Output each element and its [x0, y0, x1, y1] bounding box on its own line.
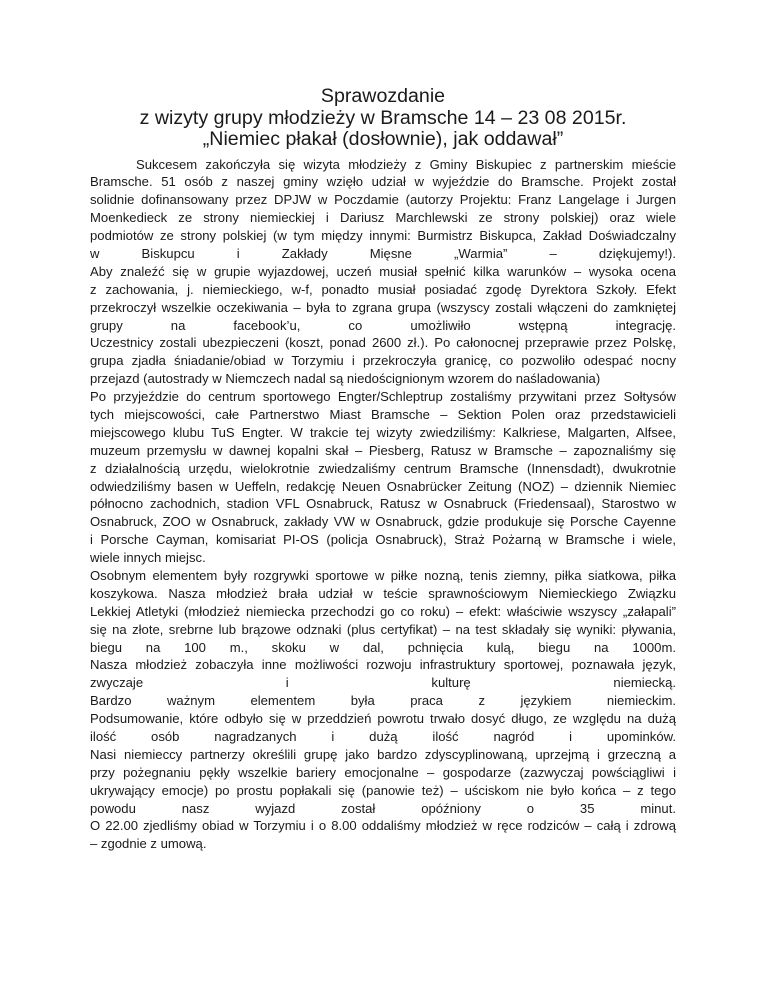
text-line: przekroczył wszelkie oczekiwania – była to zgrana grupa (wszyscy zostali włączeni do zamkniętej: [90, 299, 676, 315]
text-line: Lekkiej Atletyki (młodzież niemiecka przechodzi go co roku) – efekt: właściwie wszyscy „załapali”: [90, 603, 676, 619]
text-line: miejscowego klubu TuS Engter. W trakcie tej wizyty zwiedziliśmy: Kalkriese, Malgarten, Alfsee,: [90, 424, 676, 440]
text-line: z działalnością urzędu, wielokrotnie zwiedzaliśmy centrum Bramsche (Innensdadt), dwukrotnie: [90, 460, 676, 476]
text-line: – zgodnie z umową.: [90, 836, 207, 852]
text-line: grupa zjadła śniadanie/obiad w Torzymiu i przekroczyła granicę, co pozwoliło odespać nocny: [90, 353, 676, 369]
text-line: Moenkedieck ze strony niemieckiej i Dariusz Marchlewski ze strony polskiej) oraz wiele: [90, 210, 676, 226]
text-line: ilość osób nagradzanych i dużą ilość nagród i upominków.: [90, 729, 676, 744]
text-line: Po przyjeździe do centrum sportowego Engter/Schleptrup zostaliśmy przywitani przez Sołtysów: [90, 389, 676, 405]
text-line: wiele innych miejsc.: [90, 550, 206, 566]
text-line: Osobnym elementem były rozgrywki sportowe w piłke nozną, tenis ziemny, piłka siatkowa, piłka: [90, 567, 676, 583]
text-line: północno zachodnich, stadion VFL Osnabruck, Ratusz w Osnabruck (Friedensaal), Starostwo w: [90, 496, 676, 512]
title-line: z wizyty grupy młodzieży w Bramsche 14 – 23 08 2015r.: [139, 106, 627, 129]
text-line: Aby znaleźć się w grupie wyjazdowej, uczeń musiał spełnić kilka warunków – wysoka ocena: [90, 263, 676, 279]
document-title: [90, 86, 676, 151]
report-body: [90, 156, 676, 854]
text-line: grupy na facebook’u, co umożliwiło wstępną integrację.: [90, 317, 676, 333]
text-line: Nasza młodzież zobaczyła inne możliwości rozwoju infrastruktury sportowej, poznawała język,: [90, 657, 676, 673]
text-line: Sukcesem zakończyła się wizyta młodzieży z Gminy Biskupiec z partnerskim mieście: [136, 156, 676, 172]
text-line: przy pożegnaniu pękły wszelkie bariery emocjonalne – gospodarze (zazwyczaj powściągliwi i: [90, 764, 676, 780]
text-line: koszykowa. Nasza młodzież brała udział w teście sprawnościowym Niemieckiego Związku: [90, 585, 676, 601]
text-line: z zachowania, j. niemieckiego, w-f, ponadto musiał posiadać zgodę Dyrektora Szkoły. Efekt: [90, 281, 676, 297]
text-line: zwyczaje i kulturę niemiecką.: [90, 675, 676, 691]
text-line: i Porsche Cayman, komisariat PI-OS (policja Osnabruck), Straż Pożarną w Bramsche i wiele,: [90, 532, 676, 548]
document-page: [90, 86, 676, 853]
title-line: Sprawozdanie: [320, 85, 446, 107]
text-line: się na złote, srebrne lub brązowe odznaki (plus certyfikat) – na test składały się wyniki: pływania,: [90, 621, 676, 637]
text-line: solidnie dofinansowany przez DPJW w Poczdamie (autorzy Projektu: Franz Langelage i Jurgen: [90, 192, 676, 208]
text-line: Osnabruck, ZOO w Osnabruck, zakłady VW w Osnabruck, gdzie produkuje się Porsche Cayenne: [90, 514, 676, 530]
text-line: Uczestnicy zostali ubezpieczeni (koszt, ponad 2600 zł.). Po całonocnej przeprawie przez Polskę,: [90, 335, 676, 351]
text-line: odwiedziliśmy basen w Ueffeln, redakcję Neuen Osnabrücker Zeitung (NOZ) – dziennik Niemiec: [90, 478, 676, 494]
title-line: „Niemiec płakał (dosłownie), jak oddawał”: [202, 128, 564, 150]
text-line: Nasi niemieccy partnerzy określili grupę jako bardzo zdyscyplinowaną, uprzejmą i grzeczną a: [90, 746, 676, 762]
text-line: Podsumowanie, które odbyło się w przeddzień powrotu trwało dosyć długo, ze względu na dużą: [90, 711, 676, 727]
text-line: podmiotów ze strony polskiej (w tym między innymi: Burmistrz Biskupca, Zakład Doświadczalny: [90, 228, 676, 244]
text-line: O 22.00 zjedliśmy obiad w Torzymiu i o 8.00 oddaliśmy młodzież w ręce rodziców – całą i zdrową: [90, 818, 676, 834]
text-line: Bardzo ważnym elementem była praca z językiem niemieckim.: [90, 693, 676, 709]
text-line: ukrywający emocje) po prostu popłakali się (panowie też) – uściskom nie było końca – z tego: [90, 782, 676, 798]
text-line: przejazd (autostrady w Niemczech nadal są niedoścignionym wzorem do naśladowania): [90, 371, 601, 387]
text-line: w Biskupcu i Zakłady Mięsne „Warmia” – dziękujemy!).: [90, 245, 676, 261]
text-line: muzeum przemysłu w dawnej kopalni skał – Piesberg, Ratusz w Bramsche – zapoznaliśmy się: [90, 442, 676, 458]
text-line: tych miejscowości, całe Partnerstwo Miast Bramsche – Sektion Polen oraz przedstawicieli: [90, 406, 676, 422]
text-line: Bramsche. 51 osób z naszej gminy wzięło udział w wyjeździe do Bramsche. Projekt został: [90, 174, 676, 190]
text-line: powodu nasz wyjazd został opóźniony o 35 minut.: [90, 800, 676, 816]
text-line: biegu na 100 m., skoku w dal, pchnięcia kulą, biegu na 1000m.: [90, 639, 676, 655]
